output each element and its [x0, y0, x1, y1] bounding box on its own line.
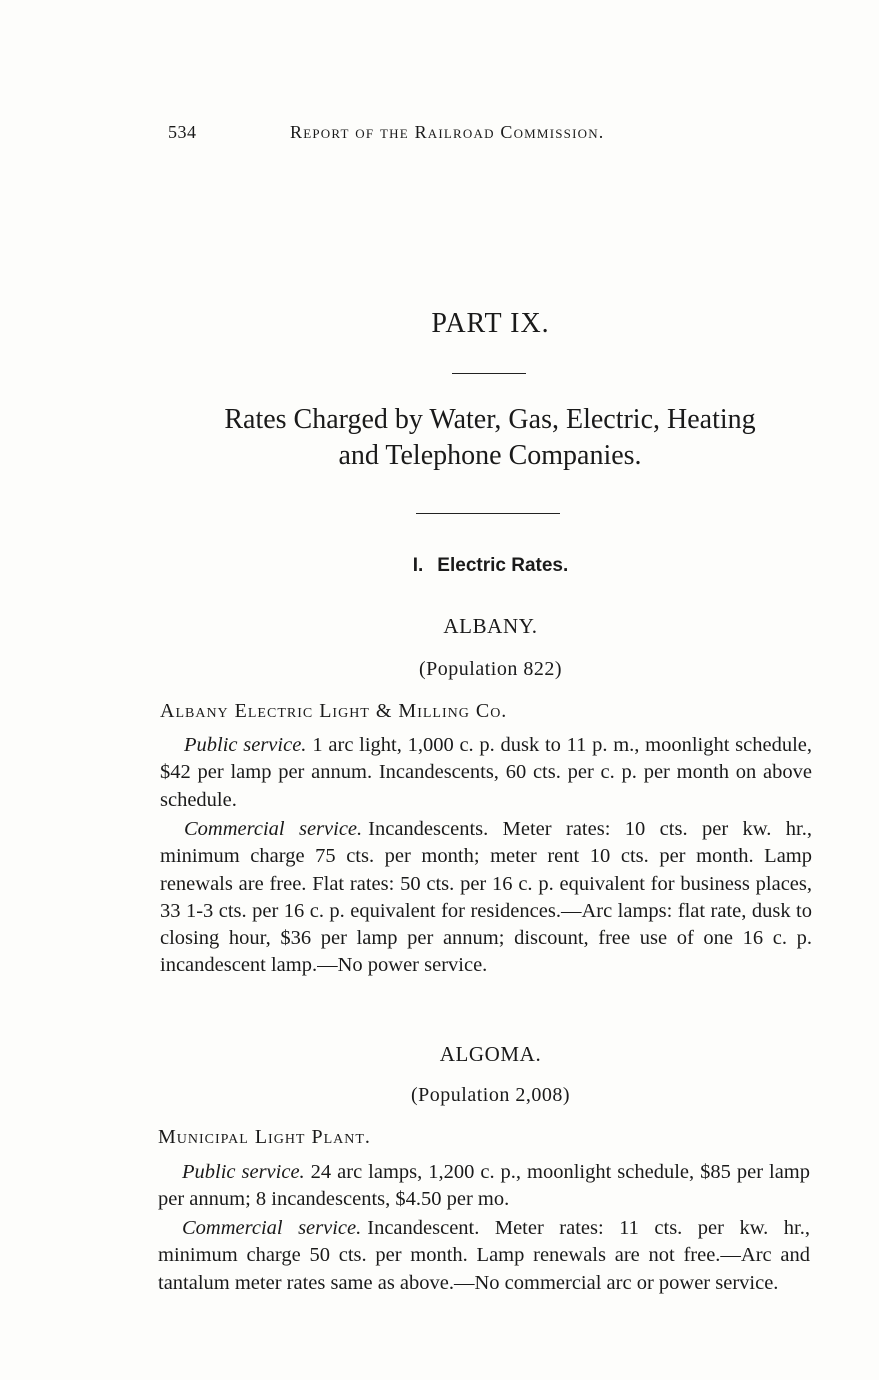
page-number: 534 [168, 122, 197, 142]
service-type-label: Public service. [182, 1161, 305, 1183]
part-heading: PART IX. [431, 308, 550, 339]
rate-paragraph [158, 1215, 810, 1297]
section-number: I. [412, 555, 424, 576]
rate-text: 24 arc lamps, 1,200 c. p., moonlight schedule, $85 per lamp per annum; 8 incandescents, $4.50 per mo. [158, 1161, 810, 1211]
service-type-label: Commercial service. [182, 1217, 362, 1239]
rate-text: Incandescents. Meter rates: 10 cts. per kw. hr., minimum charge 75 cts. per month; meter rent 10 cts. per month. Lamp renewals are free. Flat rates: 50 cts. per 16 c. p. equivalent for business places, 33 1-3 cts. per 16 c. p. equivalent for residences.—Arc lamps: flat rate, dusk to closing hour, $36 per lamp per annum; discount, free use of one 16 c. p. incandescent lamp.—No power service. [160, 818, 812, 977]
population-line: (Population 822) [419, 658, 562, 680]
section-title: Electric Rates. [437, 555, 569, 576]
rate-text: Incandescent. Meter rates: 11 cts. per kw. hr., minimum charge 50 cts. per month. Lamp renewals are not free.—Arc and tantalum meter rates same as above.—No commercial arc or power service. [158, 1217, 810, 1294]
service-type-label: Public service. [184, 734, 307, 756]
town-heading: ALGOMA. [439, 1042, 542, 1066]
rate-paragraph [158, 1159, 810, 1214]
town-heading: ALBANY. [443, 614, 538, 638]
rate-text: 1 arc light, 1,000 c. p. dusk to 11 p. m., moonlight schedule, $42 per lamp per annum. Incandescents, 60 cts. per c. p. per month on above schedule. [160, 734, 812, 811]
divider-rule [416, 513, 560, 514]
running-title: Report of the Railroad Commission. [290, 122, 605, 142]
company-name: Municipal Light Plant. [158, 1126, 371, 1148]
rate-paragraph [160, 732, 812, 814]
section-heading [0, 555, 879, 577]
part-title-line-1: Rates Charged by Water, Gas, Electric, Heating [224, 404, 756, 435]
rate-paragraph [160, 816, 812, 980]
part-title [160, 402, 820, 474]
population-line: (Population 2,008) [411, 1084, 570, 1106]
divider-rule [452, 373, 526, 374]
service-type-label: Commercial service. [184, 818, 363, 840]
part-title-line-2: and Telephone Companies. [338, 440, 642, 471]
company-name: Albany Electric Light & Milling Co. [160, 700, 508, 722]
